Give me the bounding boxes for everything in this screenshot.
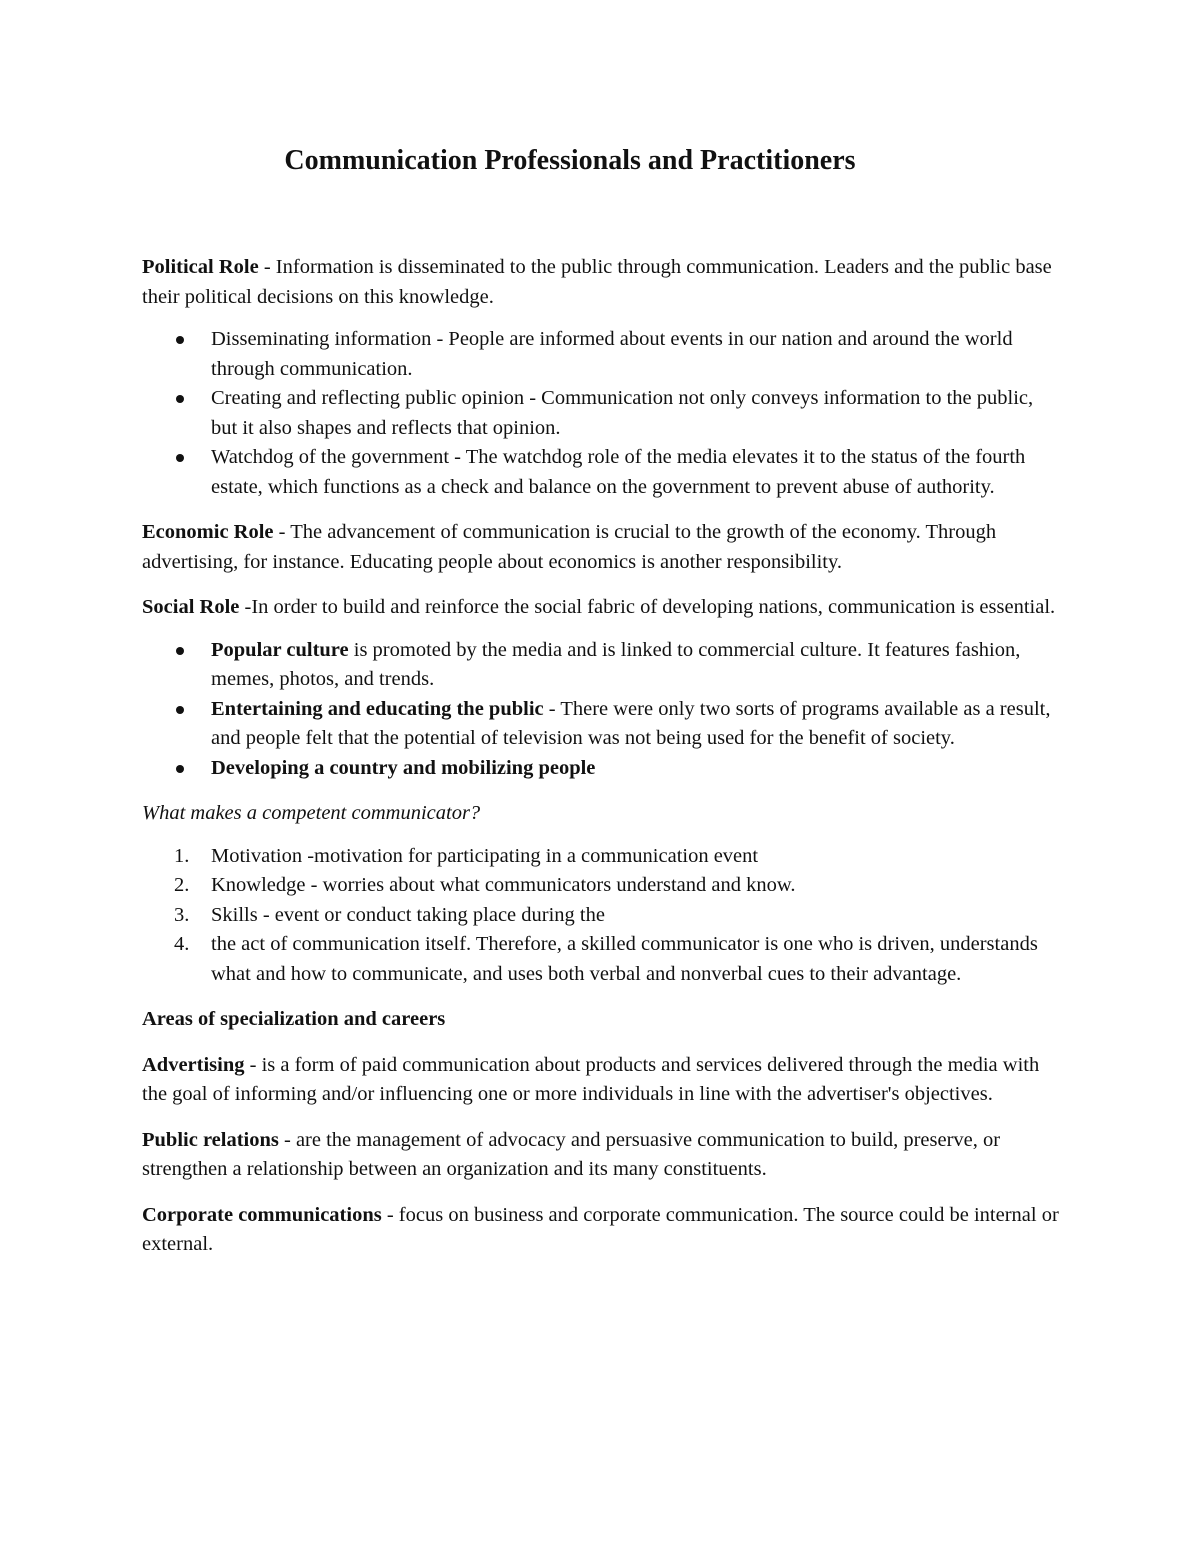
list-item-bold: Developing a country and mobilizing people [211, 756, 596, 779]
bullet-icon [176, 336, 184, 344]
list-number: 3. [174, 903, 190, 926]
corporate-communications-text: - focus on business and corporate communication. The source could be internal or external. [142, 1203, 1059, 1255]
social-role-label: Social Role [142, 596, 240, 618]
list-item-bold: Popular culture [211, 638, 349, 661]
corporate-communications-label: Corporate communications [142, 1203, 382, 1226]
social-role-text: -In order to build and reinforce the social fabric of developing nations, communication is essential. [239, 596, 1056, 618]
list-number: 2. [174, 874, 190, 896]
economic-role-label: Economic Role [142, 521, 274, 543]
political-role-list [142, 325, 1062, 502]
advertising-paragraph [142, 1051, 1062, 1110]
bullet-icon [176, 454, 184, 462]
list-item [142, 901, 1062, 931]
areas-heading [142, 1005, 1062, 1035]
economic-role-paragraph [142, 518, 1062, 577]
competence-list [142, 842, 1062, 990]
political-role-text: - Information is disseminated to the public through communication. Leaders and the public base their political decisions on this knowledge. [142, 256, 1052, 308]
bullet-icon [176, 647, 184, 655]
public-relations-text: - are the management of advocacy and persuasive communication to build, preserve, or strengthen a relationship between an organization and its many constituents. [142, 1128, 1001, 1180]
list-item [142, 636, 1062, 695]
social-role-paragraph [142, 593, 1062, 623]
social-role-list [142, 636, 1062, 784]
advertising-text: - is a form of paid communication about products and services delivered through the media with the goal of informing and/or influencing one or more individuals in line with the advertiser's objectives. [142, 1053, 1040, 1105]
list-item-text: Creating and reflecting public opinion - Communication not only conveys information to the public, but it also shapes and reflects that opinion. [211, 387, 1034, 439]
economic-role-text: - The advancement of communication is crucial to the growth of the economy. Through advertising, for instance. Educating people about economics is another responsibility. [142, 521, 997, 573]
list-number: 4. [174, 933, 190, 955]
list-item-text: Motivation -motivation for participating in a communication event [211, 844, 759, 867]
list-item [142, 842, 1062, 872]
list-item-bold: Entertaining and educating the public [211, 697, 544, 720]
bullet-icon [176, 706, 184, 714]
advertising-label: Advertising [142, 1053, 245, 1076]
list-item [142, 754, 1062, 784]
document-page [142, 0, 1062, 1260]
list-number: 1. [174, 844, 190, 867]
list-item-text: Knowledge - worries about what communicators understand and know. [211, 874, 796, 896]
list-item-text: Disseminating information - People are informed about events in our nation and around the world through communication. [211, 328, 1013, 380]
bullet-icon [176, 765, 184, 773]
competent-communicator-question: What makes a competent communicator? [142, 802, 481, 824]
list-item [142, 384, 1062, 443]
list-item [142, 695, 1062, 754]
list-item-text: Skills - event or conduct taking place during the [211, 903, 605, 926]
list-item [142, 325, 1062, 384]
list-item [142, 443, 1062, 502]
bullet-icon [176, 395, 184, 403]
list-item-text: is promoted by the media and is linked to commercial culture. It features fashion, memes, photos, and trends. [211, 638, 1021, 690]
public-relations-label: Public relations [142, 1128, 279, 1151]
public-relations-paragraph [142, 1126, 1062, 1185]
list-item [142, 871, 1062, 901]
page-title: Communication Professionals and Practitioners [284, 145, 856, 176]
political-role-label: Political Role [142, 256, 259, 278]
list-item-text: - There were only two sorts of programs available as a result, and people felt that the potential of television was not being used for the benefit of society. [211, 697, 1051, 749]
corporate-communications-paragraph [142, 1201, 1062, 1260]
list-item [142, 930, 1062, 989]
political-role-paragraph [142, 253, 1062, 312]
list-item-text: Watchdog of the government - The watchdog role of the media elevates it to the status of the fourth estate, which functions as a check and balance on the government to prevent abuse of authority. [211, 446, 1026, 498]
areas-heading-text: Areas of specialization and careers [142, 1008, 446, 1030]
list-item-text: the act of communication itself. Therefore, a skilled communicator is one who is driven, understands what and how to communicate, and uses both verbal and nonverbal cues to their advantage. [211, 933, 1038, 985]
